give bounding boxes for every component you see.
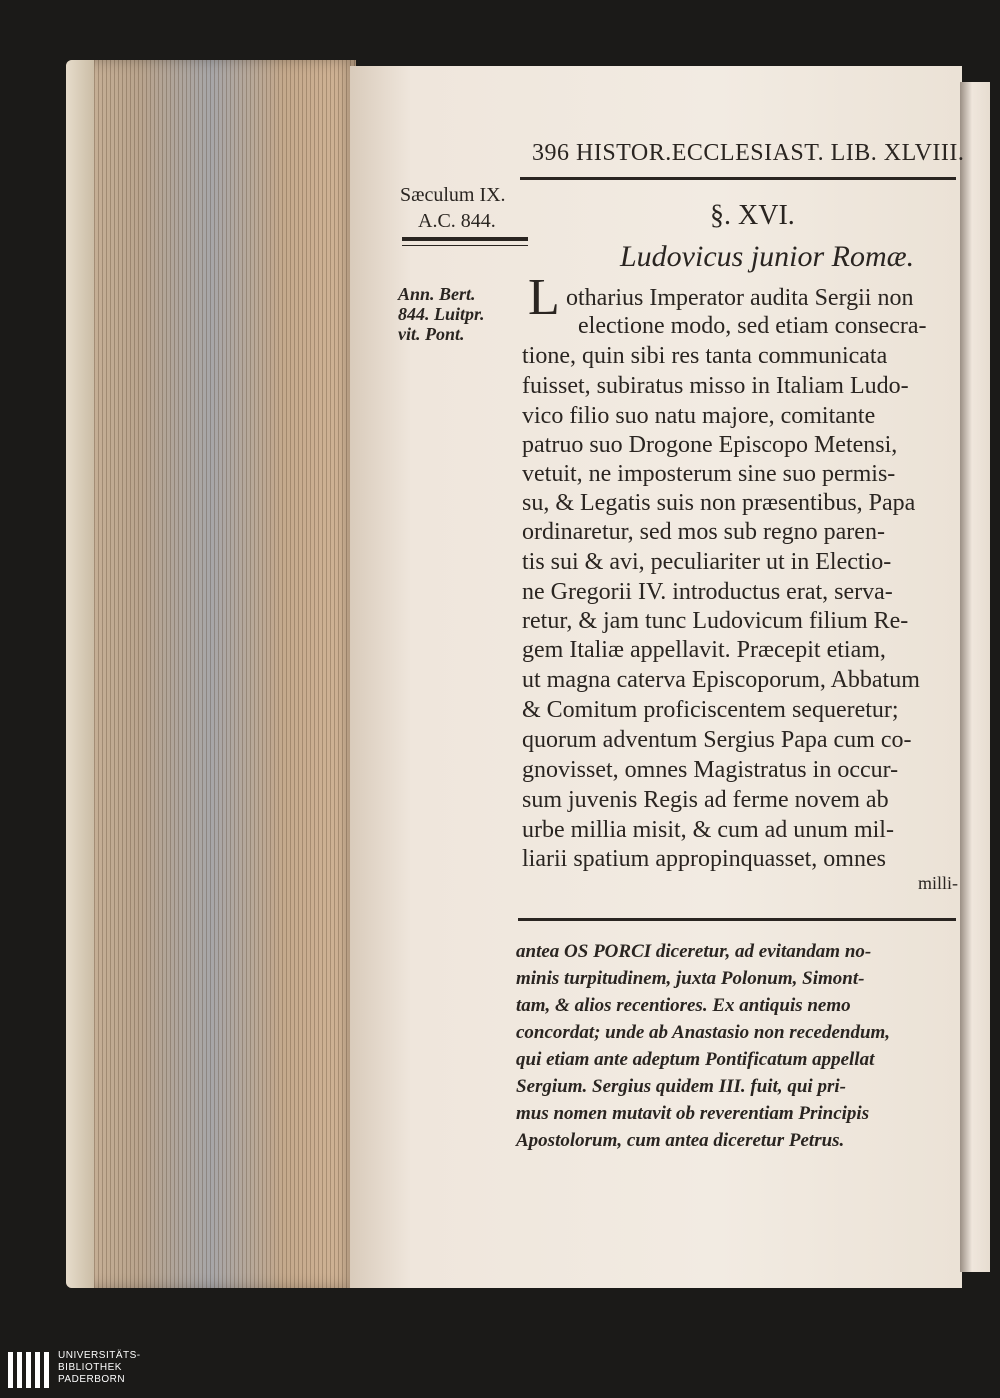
body-line: vico filio suo natu majore, comitante: [522, 403, 876, 429]
footnote-line: antea OS PORCI diceretur, ad evitandam no-: [516, 941, 872, 962]
footnote-line: Sergium. Sergius quidem III. fuit, qui pri-: [516, 1076, 846, 1097]
library-logo-icon: [6, 1350, 52, 1390]
body-line: fuisset, subiratus misso in Italiam Ludo-: [522, 373, 909, 399]
logo-text: PADERBORN: [58, 1374, 126, 1385]
body-line: su, & Legatis suis non præsentibus, Papa: [522, 490, 916, 516]
body-line: gnovisset, omnes Magistratus in occur-: [522, 757, 899, 783]
body-line: quorum adventum Sergius Papa cum co-: [522, 727, 912, 753]
footnote-line: Apostolorum, cum antea diceretur Petrus.: [516, 1130, 845, 1151]
margin-year: A.C. 844.: [418, 210, 496, 232]
logo-text: BIBLIOTHEK: [58, 1362, 122, 1373]
body-line: otharius Imperator audita Sergii non: [566, 285, 914, 311]
body-line: patruo suo Drogone Episcopo Metensi,: [522, 432, 898, 458]
next-page-edge: [960, 82, 990, 1272]
footnote-rule: [518, 918, 956, 921]
body-line: tione, quin sibi res tanta communicata: [522, 343, 888, 369]
footnote-line: tam, & alios recentiores. Ex antiquis nemo: [516, 995, 851, 1016]
body-line: ordinaretur, sed mos sub regno paren-: [522, 519, 885, 545]
margin-note: 844. Luitpr.: [398, 304, 485, 324]
body-line: tis sui & avi, peculiariter ut in Electio-: [522, 549, 892, 575]
margin-rule: [402, 237, 528, 241]
body-line: urbe millia misit, & cum ad unum mil-: [522, 817, 894, 843]
catchword: milli-: [918, 873, 958, 893]
footnote-line: mus nomen mutavit ob reverentiam Principis: [516, 1103, 870, 1124]
body-line: gem Italiæ appellavit. Præcepit etiam,: [522, 637, 886, 663]
body-line: sum juvenis Regis ad ferme novem ab: [522, 787, 889, 813]
logo-text: UNIVERSITÄTS-: [58, 1350, 141, 1361]
section-heading: Ludovicus junior Romæ.: [620, 240, 915, 273]
section-number: §. XVI.: [710, 200, 795, 231]
body-line: retur, & jam tunc Ludovicum filium Re-: [522, 608, 909, 634]
initial-letter: L: [528, 269, 560, 326]
library-footer: [0, 1342, 1000, 1398]
margin-rule-thin: [402, 245, 528, 246]
margin-saeculum: Sæculum IX.: [400, 184, 506, 206]
book-cover-edge: [66, 60, 94, 1288]
body-line: liarii spatium appropinquasset, omnes: [522, 846, 886, 872]
margin-note: Ann. Bert.: [398, 284, 476, 304]
footnote-line: qui etiam ante adeptum Pontificatum appellat: [516, 1049, 875, 1070]
footnote-line: minis turpitudinem, juxta Polonum, Simont-: [516, 968, 865, 989]
body-line: ut magna caterva Episcoporum, Abbatum: [522, 667, 920, 693]
book-page-edges: [66, 60, 356, 1288]
body-line: & Comitum proficiscentem sequeretur;: [522, 697, 899, 723]
body-line: electione modo, sed etiam consecra-: [578, 313, 927, 339]
header-rule: [520, 177, 956, 180]
footnote-line: concordat; unde ab Anastasio non recedendum,: [516, 1022, 891, 1043]
margin-note: vit. Pont.: [398, 324, 465, 344]
body-line: vetuit, ne imposterum sine suo permis-: [522, 461, 896, 487]
body-line: ne Gregorii IV. introductus erat, serva-: [522, 579, 893, 605]
running-head: 396 HISTOR.ECCLESIAST. LIB. XLVIII.: [532, 140, 965, 166]
